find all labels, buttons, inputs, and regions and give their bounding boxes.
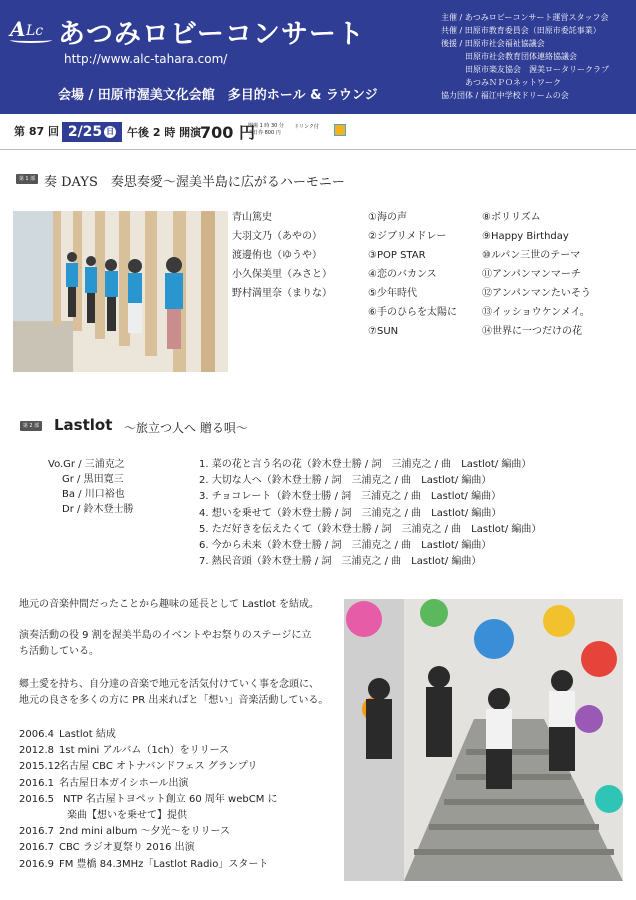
part2-tag: 第 2 部 [20,421,42,431]
organizer-line: 共催 / 田原市教育委員会（田原市委託事業） [441,26,601,35]
organizer-line: 田原市楽友協会 渥美ロータリークラブ [465,65,609,74]
part1-tag: 第 1 部 [16,174,38,184]
song-item: ①海の声 [368,212,407,223]
song-item: ④恋のバカンス [368,269,437,280]
setlist-item: 6. 今から未来（鈴木登士勝 / 詞 三浦克之 / 曲 Lastlot/ 編曲） [199,540,492,552]
song-item: ⑤少年時代 [368,288,417,299]
history-row: 2012.8 1st mini アルバム（1ch）をリリース [19,745,230,757]
member-name: 大羽文乃（あやの） [232,231,322,242]
setlist-item: 4. 想いを乗せて（鈴木登士勝 / 詞 三浦克之 / 曲 Lastlot/ 編曲） [199,507,502,519]
venue-text: 会場 / 田原市渥美文化会館 多目的ホール & ラウンジ [58,88,378,103]
bio-paragraph-2b: ち活動している。 [19,646,99,657]
song-item: ⑥手のひらを太陽に [368,307,457,318]
price-notes [248,123,284,137]
history-row: 2016.7 CBC ラジオ夏祭り 2016 出演 [19,842,195,854]
setlist-item: 5. ただ好きを伝えたくて（鈴木登士勝 / 詞 三浦克之 / 曲 Lastlot/ 編曲） [199,523,542,535]
part1-title: 奏 DAYS 奏思奏愛〜渥美半島に広がるハーモニー [44,175,345,190]
page-title: あつみロビーコンサート [58,19,365,50]
edition-number: 第 87 回 [14,125,59,138]
setlist-item: 1. 菜の花と言う名の花（鈴木登士勝 / 詞 三浦克之 / 曲 Lastlot/ 編曲） [199,459,532,470]
band-member: Vo.Gr / 三浦克之 [48,459,125,470]
member-name: 青山篤史 [232,212,272,223]
song-item: ⑪アンパンマンマーチ [482,269,581,280]
band-member: Dr / 鈴木登士勝 [62,504,134,515]
setlist-item: 2. 大切な人へ（鈴木登士勝 / 詞 三浦克之 / 曲 Lastlot/ 編曲） [199,475,492,487]
song-item: ②ジブリメドレー [368,231,447,242]
history-row: 2015.12 名古屋 CBC オトナバンドフェス グランプリ [19,761,258,773]
organizer-line: あつみＮＰＯネットワーク [465,78,561,87]
door-price-note: 当日券 800 円 [248,130,281,136]
doors-open-note: 開場 1 時 30 分 [248,123,284,129]
organizer-line: 主催 / あつみロビーコンサート運営スタッフ会 [441,13,609,22]
song-item: ⑨Happy Birthday [482,231,569,242]
bio-paragraph-3b: 地元の良さを多くの方に PR 出来ればと「想い」音楽活動している。 [19,695,329,706]
start-time: 午後 2 時 開演 [127,126,202,139]
bio-paragraph-2a: 演奏活動の役 9 割を渥美半島のイベントやお祭りのステージに立 [19,630,312,641]
alc-logo: A Lc [10,15,54,43]
song-item: ⑩ルパン三世のテーマ [482,250,581,261]
organizer-line: 後援 / 田原市社会福祉協議会 [441,39,545,48]
song-item: ⑬イッショウケンメイ。 [482,307,590,318]
song-item: ③POP STAR [368,250,426,261]
part2-setlist [199,457,541,570]
organizers-list [441,11,609,102]
event-info-bar [0,114,636,150]
part1-songs-right [482,208,591,341]
band-photo [344,599,623,881]
bio-paragraph-1: 地元の音楽仲間だったことから趣味の延長として Lastlot を結成。 [19,599,320,610]
band-member: Gr / 黒田寛三 [62,474,124,485]
member-name: 小久保美里（みさと） [232,269,332,280]
history-row: 2016.1 名古屋日本ガイシホール出演 [19,777,189,789]
history-row: 2016.7 2nd mini album 〜夕光〜をリリース [19,826,231,838]
member-name: 渡邊侑也（ゆうや） [232,250,322,261]
bio-paragraph-3a: 郷土愛を持ち、自分達の音楽で地元を活気付けていく事を念頭に、 [19,679,319,690]
ticket-price: 700 円 [200,123,255,142]
header-banner [0,0,636,114]
song-item: ⑫アンパンマンたいそう [482,288,591,299]
website-url[interactable]: http://www.alc-tahara.com/ [64,52,228,66]
song-item: ⑭世界に一つだけの花 [482,326,582,337]
part1-members [232,208,332,303]
history-row: 楽曲【想いを乗せて】提供 [67,810,187,822]
organizer-line: 田原市社会教育団体連絡協議会 [465,52,577,61]
drink-icon [334,124,346,136]
band-history [19,727,278,873]
setlist-item: 7. 熱民音頭（鈴木登士勝 / 詞 三浦克之 / 曲 Lastlot/ 編曲） [199,556,482,568]
band-member: Ba / 川口裕也 [62,489,125,500]
drink-note: ドリンク付 [294,124,319,130]
part1-songs-left [368,208,457,341]
weekday-badge: 日 [106,127,115,136]
part2-subtitle: 〜旅立つ人へ 贈る唄〜 [124,421,248,435]
part2-title: Lastlot [54,416,113,434]
organizer-line: 協力団体 / 福江中学校ドリームの会 [441,91,569,100]
part2-members [48,457,134,517]
song-item: ⑧ボリリズム [482,212,541,223]
history-row: 2016.9 FM 豊橋 84.3MHz「Lastlot Radio」スタート [19,858,269,870]
history-row: 2006.4 Lastlot 結成 [19,729,116,740]
member-name: 野村満里奈（まりな） [232,288,332,299]
date-text: 2/25 [67,124,103,140]
history-row: 2016.5 NTP 名古屋トヨペット創立 60 周年 webCM に [19,793,278,805]
setlist-item: 3. チョコレート（鈴木登士勝 / 詞 三浦克之 / 曲 Lastlot/ 編曲） [199,491,502,503]
group-photo-1 [13,211,228,372]
event-date [62,122,122,142]
song-item: ⑦SUN [368,326,399,337]
